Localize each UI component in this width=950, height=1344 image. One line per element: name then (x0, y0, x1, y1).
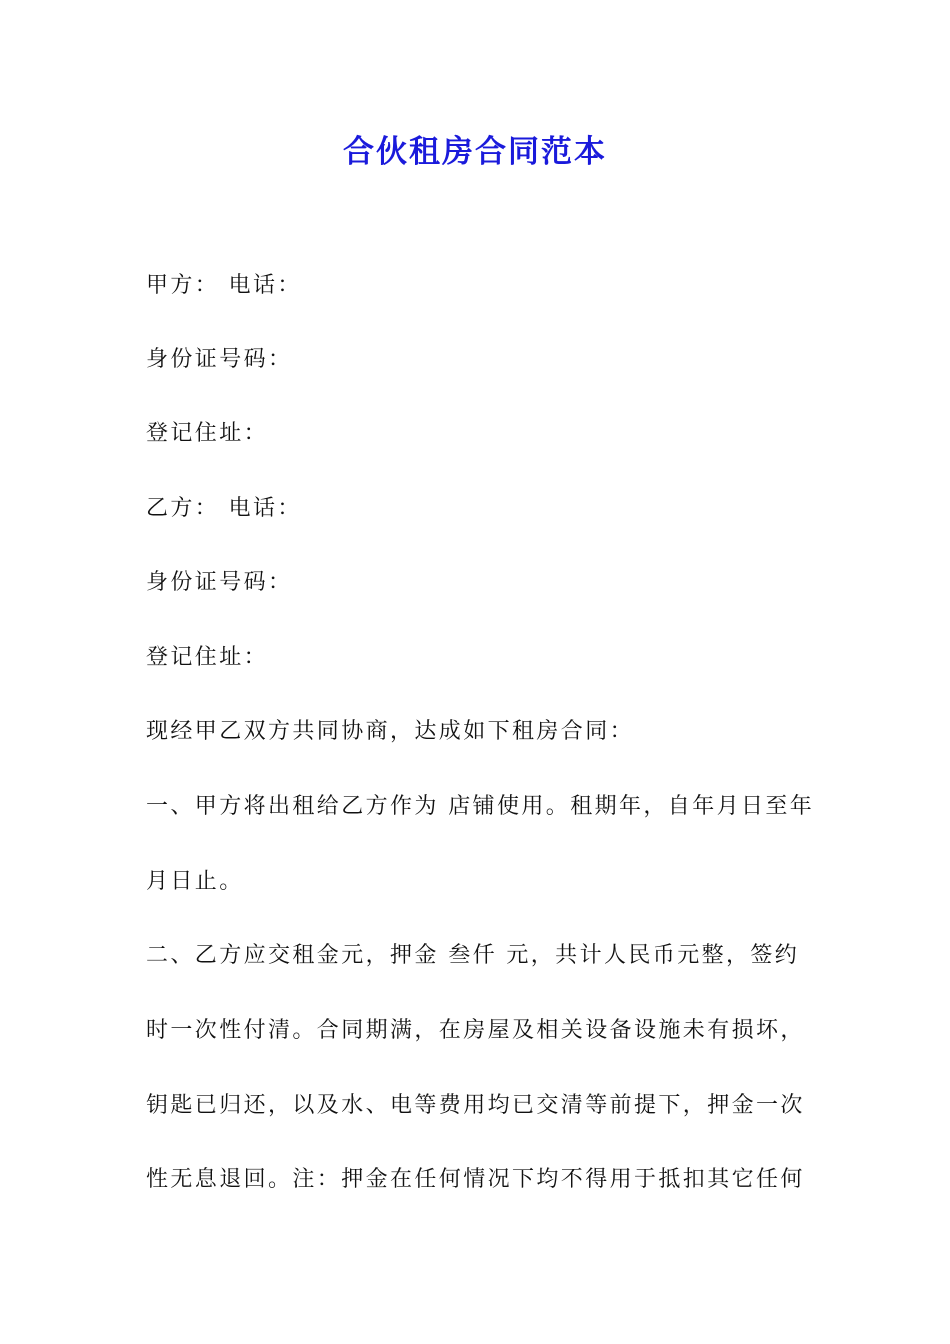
party-b-phone-line: 乙方： 电话： (146, 496, 302, 521)
party-a-id-line: 身份证号码： (146, 347, 293, 372)
clause-two-line-2: 时一次性付清。合同期满，在房屋及相关设备设施未有损坏， (146, 1018, 805, 1043)
clause-two-line-4: 性无息退回。注：押金在任何情况下均不得用于抵扣其它任何 (146, 1167, 805, 1192)
clause-one-line-1: 一、甲方将出租给乙方作为 店铺使用。租期年，自年月日至年 (146, 794, 815, 819)
clause-two-line-1: 二、乙方应交租金元，押金 叁仟 元，共计人民币元整，签约 (146, 943, 800, 968)
party-a-address-line: 登记住址： (146, 421, 269, 446)
document-title: 合伙租房合同范本 (343, 134, 607, 170)
party-b-id-line: 身份证号码： (146, 570, 293, 595)
party-a-phone-line: 甲方： 电话： (146, 273, 302, 298)
agreement-intro-line: 现经甲乙双方共同协商，达成如下租房合同： (146, 719, 635, 744)
party-b-address-line: 登记住址： (146, 645, 269, 670)
clause-one-line-2: 月日止。 (146, 869, 244, 894)
clause-two-line-3: 钥匙已归还，以及水、电等费用均已交清等前提下，押金一次 (146, 1093, 805, 1118)
